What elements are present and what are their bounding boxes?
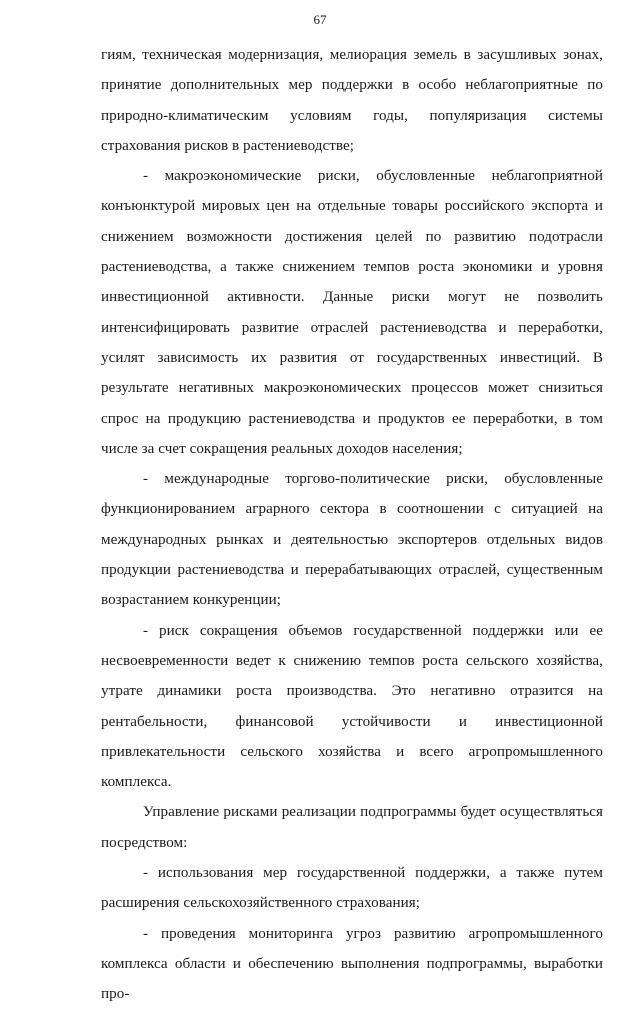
paragraph-state-support-measures: - использования мер государственной поддержки, а также путем расширения сельскохозяйственного страхования; <box>101 865 603 912</box>
paragraph-trade-political-risks: - международные торгово-политические риски, обусловленные функционированием аграрного сектора в соотношении с ситуацией на международных рынках и деятельностью экспортеров отдельных видов продукции растениеводства и перерабатывающих отраслей, существенным возрастанием конкуренции; <box>101 471 603 609</box>
paragraph-monitoring: - проведения мониторинга угроз развитию агропромышленного комплекса области и обеспечению выполнения подпрограммы, выработки про- <box>101 925 603 1003</box>
paragraph-state-support-risk: - риск сокращения объемов государственной поддержки или ее несвоевременности ведет к снижению темпов роста сельского хозяйства, утрате динамики роста производства. Это негативно отразится на рентабельности, финансовой устойчивости и инвестиционной привлекательности сельского хозяйства и всего агропромышленного комплекса. <box>101 622 603 791</box>
body-text <box>101 40 603 1010</box>
paragraph-risk-management: Управление рисками реализации подпрограммы будет осуществляться посредством: <box>101 804 603 851</box>
paragraph-continuation: гиям, техническая модернизация, мелиорация земель в засушливых зонах, принятие дополнительных мер поддержки в особо неблагоприятные по природно-климатическим условиям годы, популяризация системы страхования рисков в растениеводстве; <box>101 47 603 154</box>
page-number: 67 <box>313 12 327 27</box>
paragraph-macroeconomic-risks: - макроэкономические риски, обусловленные неблагоприятной конъюнктурой мировых цен на отдельные товары российского экспорта и снижением возможности достижения целей по развитию подотрасли растениеводства, а также снижением темпов роста экономики и уровня инвестиционной активности. Данные риски могут не позволить интенсифицировать развитие отраслей растениеводства и переработки, усилят зависимость их развития от государственных инвестиций. В результате негативных макроэкономических процессов может снизиться спрос на продукцию растениеводства и продуктов ее переработки, в том числе за счет сокращения реальных доходов населения; <box>101 168 603 457</box>
